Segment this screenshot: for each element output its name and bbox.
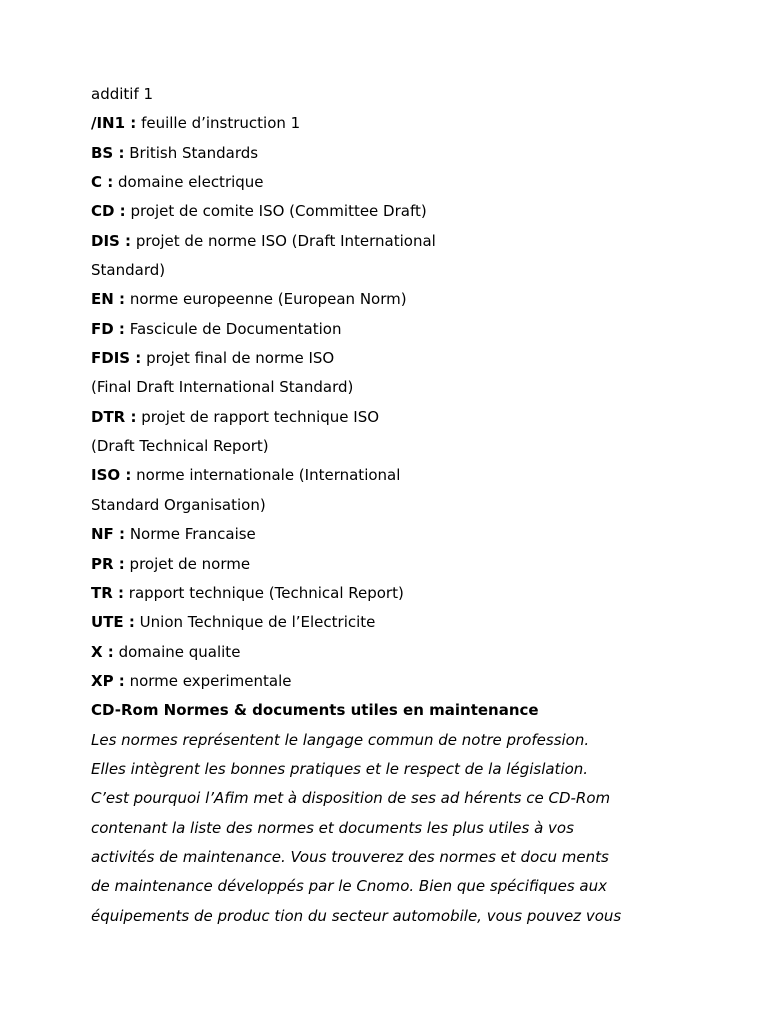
glossary-line [91, 669, 711, 698]
glossary-term: /IN1 : [91, 114, 137, 133]
glossary-definition: (Draft Technical Report) [91, 437, 269, 456]
glossary-line [91, 552, 711, 581]
glossary-term: XP : [91, 671, 125, 690]
glossary-definition: projet de rapport technique ISO [141, 407, 380, 426]
glossary-term: FD : [91, 319, 125, 338]
glossary-term: BS : [91, 143, 125, 162]
glossary-line [91, 610, 711, 639]
glossary-definition: feuille d’instruction 1 [141, 114, 301, 133]
document-page [91, 82, 711, 933]
paragraph-line: C’est pourquoi l’Afim met à disposition de ses ad hérents ce CD-Rom [91, 789, 611, 808]
glossary-definition: projet final de norme ISO [146, 349, 335, 368]
glossary-definition: (Final Draft International Standard) [91, 378, 354, 397]
glossary-term: X : [91, 642, 114, 661]
glossary-term: ISO : [91, 466, 132, 485]
glossary-definition: domaine electrique [118, 173, 264, 192]
glossary-term: NF : [91, 525, 126, 544]
glossary-term: DIS : [91, 231, 132, 250]
glossary-line [91, 493, 711, 522]
glossary-definition: Norme Francaise [129, 525, 256, 544]
glossary-definition: projet de norme ISO (Draft International [135, 231, 436, 250]
glossary-line [91, 287, 711, 316]
glossary-definition: British Standards [129, 143, 259, 162]
glossary-line [91, 581, 711, 610]
glossary-term: EN : [91, 290, 126, 309]
glossary-line [91, 199, 711, 228]
glossary-definition: norme internationale (International [136, 466, 401, 485]
paragraph-line: Elles intègrent les bonnes pratiques et le respect de la législation. [91, 759, 589, 778]
glossary-term: CD : [91, 202, 126, 221]
glossary-line [91, 258, 711, 287]
glossary-line [91, 522, 711, 551]
glossary-definition: norme experimentale [129, 671, 292, 690]
glossary-definition: projet de comite ISO (Committee Draft) [130, 202, 427, 221]
glossary-term: C : [91, 173, 114, 192]
paragraph-line: activités de maintenance. Vous trouverez des normes et docu ments [91, 847, 609, 866]
glossary-line [91, 434, 711, 463]
glossary-line [91, 141, 711, 170]
paragraph-line: de maintenance développés par le Cnomo. Bien que spécifiques aux [91, 877, 607, 896]
glossary-line [91, 346, 711, 375]
glossary-line [91, 375, 711, 404]
glossary-term: FDIS : [91, 349, 142, 368]
glossary-term: PR : [91, 554, 125, 573]
glossary-definition: domaine qualite [118, 642, 241, 661]
glossary-line [91, 111, 711, 140]
glossary-definition: Union Technique de l’Electricite [139, 613, 376, 632]
section-heading: CD-Rom Normes & documents utiles en maintenance [91, 701, 539, 720]
glossary-line [91, 170, 711, 199]
glossary-definition: additif 1 [91, 85, 154, 103]
glossary-definition: Standard) [91, 261, 166, 280]
glossary-definition: rapport technique (Technical Report) [128, 583, 404, 602]
glossary-term: DTR : [91, 407, 137, 426]
glossary-term: UTE : [91, 613, 135, 632]
paragraph-line: équipements de produc tion du secteur automobile, vous pouvez vous [91, 906, 622, 925]
glossary-definition: norme europeenne (European Norm) [129, 290, 407, 309]
glossary-line [91, 405, 711, 434]
glossary-line [91, 463, 711, 492]
glossary-line [91, 640, 711, 669]
glossary-term: TR : [91, 583, 125, 602]
glossary-definition: projet de norme [129, 554, 251, 573]
glossary-definition: Fascicule de Documentation [129, 319, 342, 338]
glossary-line [91, 229, 711, 258]
paragraph-line: contenant la liste des normes et documents les plus utiles à vos [91, 818, 574, 837]
paragraph-line: Les normes représentent le langage commun de notre profession. [91, 730, 590, 749]
glossary-definition: Standard Organisation) [91, 495, 266, 514]
glossary-line [91, 317, 711, 346]
glossary-line [91, 82, 711, 111]
